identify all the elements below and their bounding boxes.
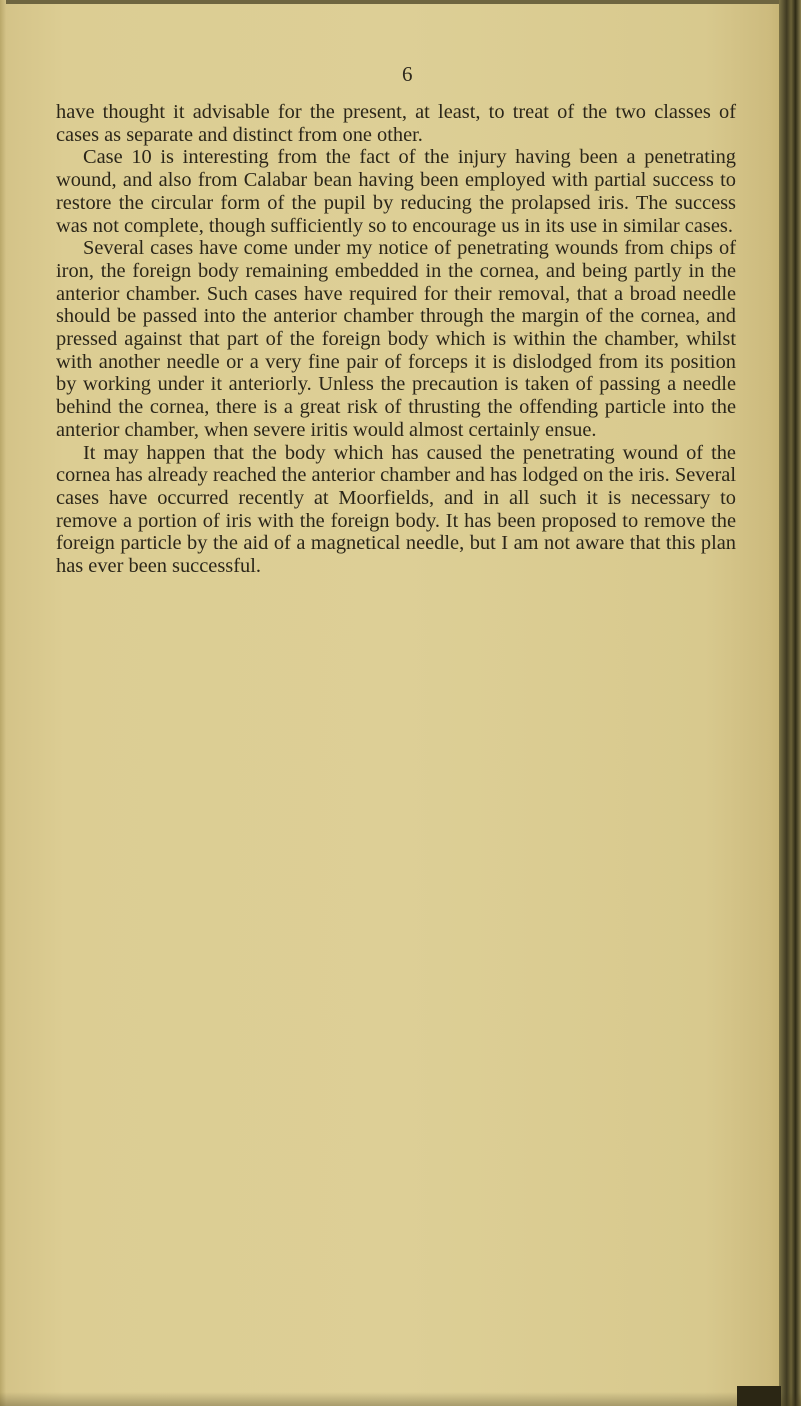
body-text xyxy=(56,101,736,578)
left-page-edge xyxy=(0,0,6,1406)
paragraph: have thought it advisable for the present, at least, to treat of the two classes of cases as separate and distinct from one other. xyxy=(56,101,736,146)
paragraph: Case 10 is interesting from the fact of the injury having been a penetrating wound, and also from Calabar bean having been employed with partial success to restore the circular form of the pupil by reducing the prolapsed iris. The success was not complete, though sufficiently so to encourage us in its use in similar cases. xyxy=(56,146,736,237)
paragraph: Several cases have come under my notice of penetrating wounds from chips of iron, the foreign body remaining embedded in the cornea, and being partly in the anterior chamber. Such cases have required for their removal, that a broad needle should be passed into the anterior chamber through the margin of the cornea, and pressed against that part of the foreign body which is within the chamber, whilst with another needle or a very fine pair of forceps it is dislodged from its position by working under it anteriorly. Unless the precaution is taken of passing a needle behind the cornea, there is a great risk of thrusting the offending particle into the anterior chamber, when severe iritis would almost certainly ensue. xyxy=(56,237,736,441)
page-number: 6 xyxy=(402,62,413,86)
paragraph: It may happen that the body which has caused the penetrating wound of the cornea has already reached the anterior chamber and has lodged on the iris. Several cases have occurred recently at Moorfields, and in all such it is necessary to remove a portion of iris with the foreign body. It has been proposed to remove the foreign particle by the aid of a magnetical needle, but I am not aware that this plan has ever been successful. xyxy=(56,441,736,578)
corner-mark xyxy=(737,1386,781,1406)
page-edge-shadow xyxy=(779,0,801,1406)
bottom-shadow xyxy=(0,1392,801,1406)
top-rule xyxy=(0,0,801,4)
